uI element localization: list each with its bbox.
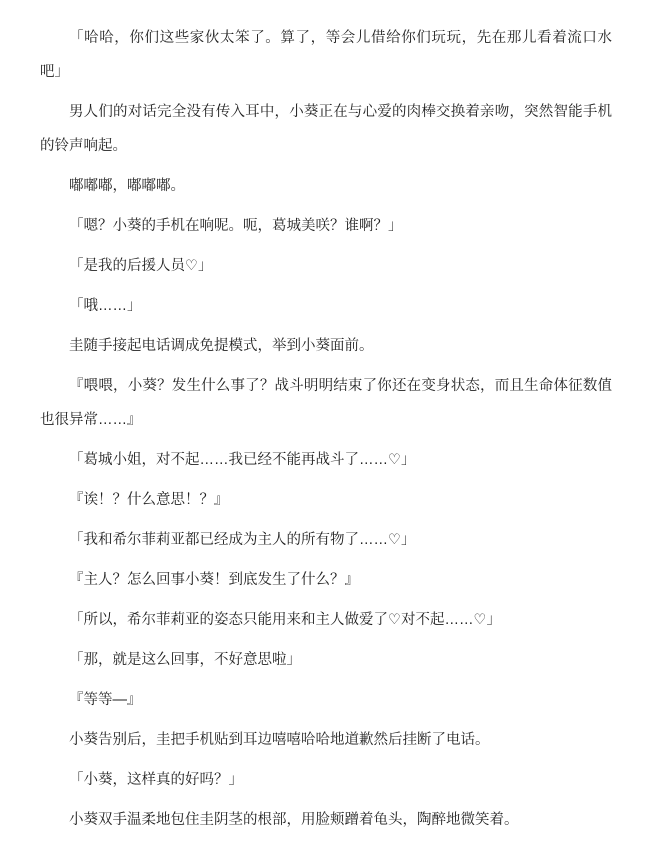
paragraph: 「那，就是这么回事，不好意思啦」 [69,652,301,668]
paragraph: 「小葵，这样真的好吗？」 [69,772,243,788]
paragraph: 『等等—』 [69,692,142,708]
paragraph: 『诶！？什么意思！？』 [69,492,229,508]
paragraph: 『喂喂，小葵？发生什么事了？战斗明明结束了你还在变身状态，而且生命体征数值也很异常……』 [40,378,612,428]
paragraph: 「嗯？小葵的手机在响呢。呃，葛城美咲？谁啊？」 [69,218,403,234]
paragraph: 「哈哈，你们这些家伙太笨了。算了，等会儿借给你们玩玩，先在那儿看着流口水吧」 [40,30,612,80]
paragraph: 「哦……」 [69,298,142,314]
paragraph: 「是我的后援人员♡」 [69,258,213,274]
paragraph: 男人们的对话完全没有传入耳中，小葵正在与心爱的肉棒交换着亲吻，突然智能手机的铃声响起。 [40,104,612,154]
paragraph: 『主人？怎么回事小葵！到底发生了什么？』 [69,572,359,588]
paragraph: 小葵告别后，圭把手机贴到耳边嘻嘻哈哈地道歉然后挂断了电话。 [69,732,490,748]
paragraph: 小葵双手温柔地包住圭阴茎的根部，用脸颊蹭着龟头，陶醉地微笑着。 [69,812,519,828]
paragraph: 「我和希尔菲莉亚都已经成为主人的所有物了……♡」 [69,532,416,548]
paragraph: 「葛城小姐，对不起……我已经不能再战斗了……♡」 [69,452,416,468]
paragraph: 嘟嘟嘟，嘟嘟嘟。 [69,178,185,194]
paragraph: 「所以，希尔菲莉亚的姿态只能用来和主人做爱了♡对不起……♡」 [69,612,501,628]
paragraph: 圭随手接起电话调成免提模式，举到小葵面前。 [69,338,374,354]
